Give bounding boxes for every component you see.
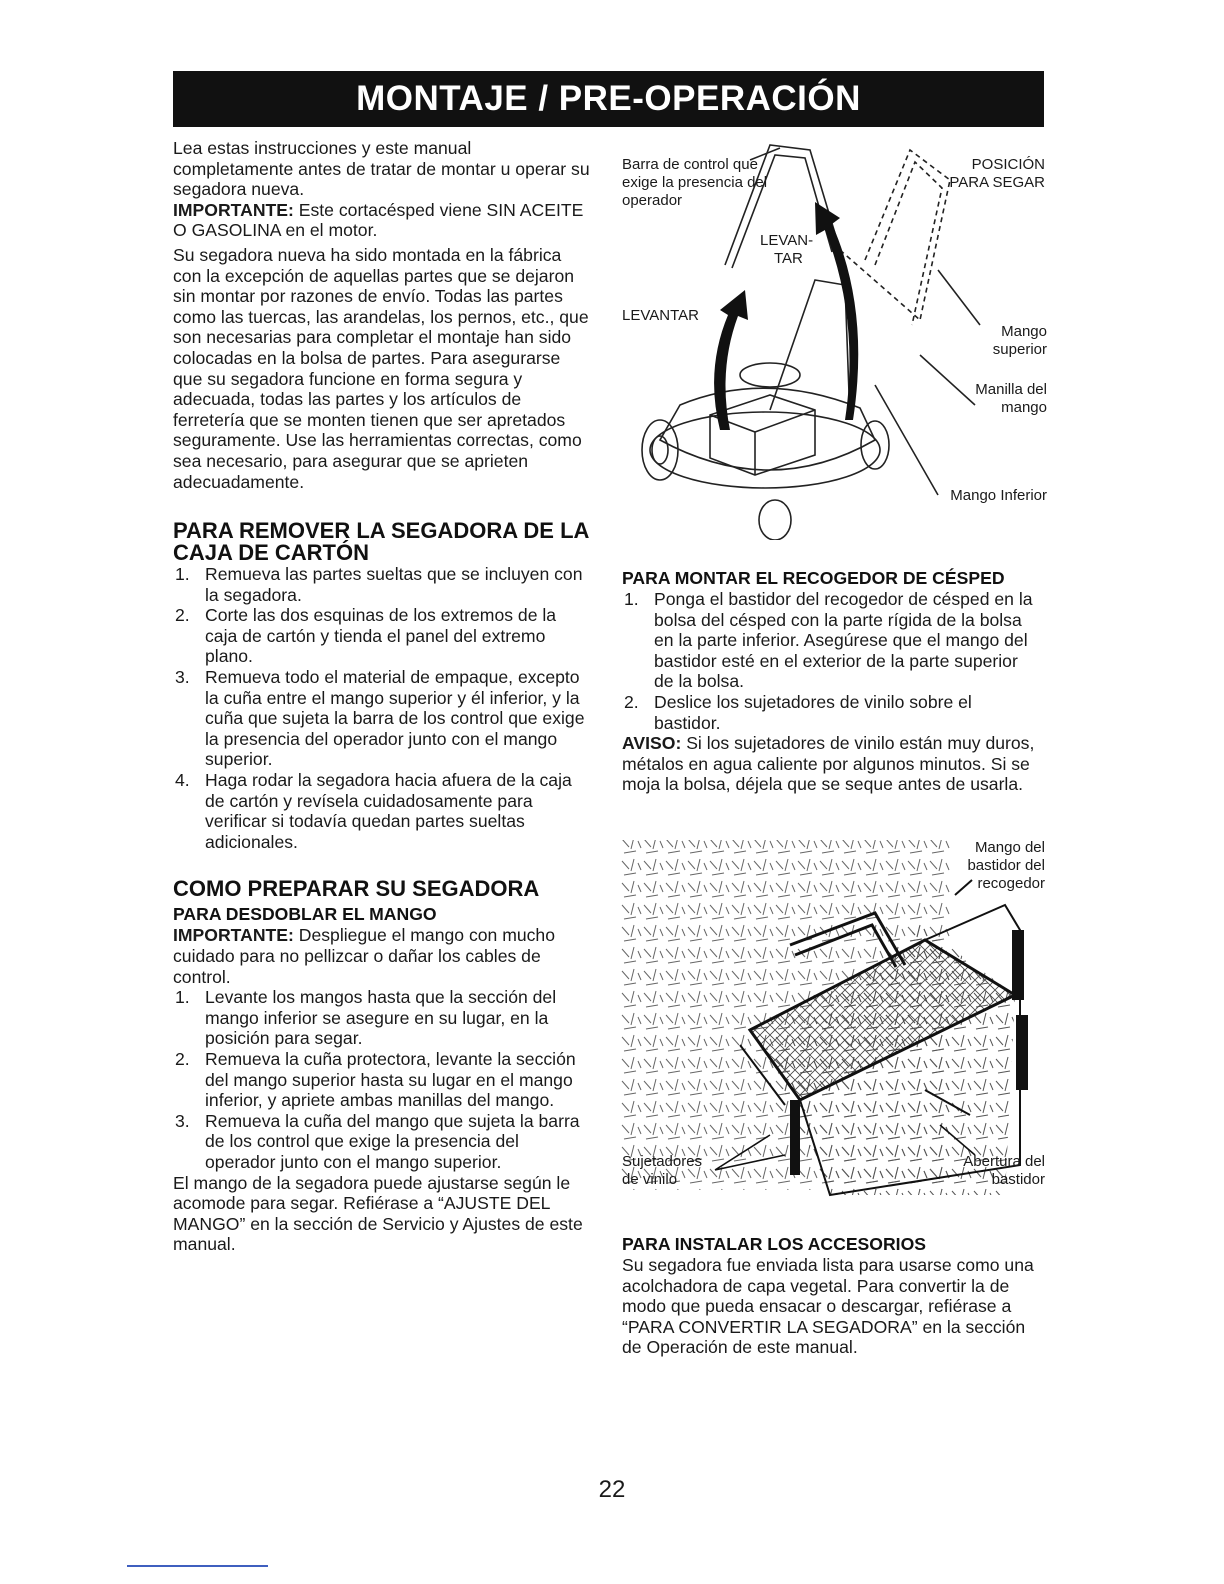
list-item: 3. Remueva la cuña del mango que sujeta la barra de los control que exige la presencia del operador junto con el mango superior. [175, 1110, 580, 1172]
label-levan: LEVAN- [760, 232, 814, 249]
list-item: 2. Deslice los sujetadores de vinilo sobre el bastidor. [624, 691, 972, 733]
catcher-notice [622, 733, 1042, 795]
accessories-section-title: PARA INSTALAR LOS ACCESORIOS [622, 1234, 926, 1254]
prepare-section-title: COMO PREPARAR SU SEGADORA [173, 876, 540, 902]
list-item: 2. Corte las dos esquinas de los extremos de la caja de cartón y tienda el panel del extremo plano. [175, 605, 557, 667]
label-mango-inferior: Mango Inferior [950, 487, 1047, 504]
important-text: Despliegue el mango con mucho cuidado para no pellizcar o dañar los cables de control. [173, 925, 556, 987]
important-text: Este cortacésped viene SIN ACEITE O GASOLINA en el motor. [173, 199, 584, 241]
mower-handle-figure [620, 140, 1050, 540]
label-abertura-bastidor: Abertura del bastidor [963, 1153, 1045, 1188]
left-column [173, 138, 593, 1255]
notice-text: Si los sujetadores de vinilo están muy duros, métalos en agua caliente por algunos minutos. Si se moja la bolsa, déjela que se seque antes de usarla. [622, 733, 1035, 795]
notice-label: AVISO: [622, 733, 682, 754]
accessories-text: Su segadora fue enviada lista para usarse como una acolchadora de capa vegetal. Para convertir la de modo que pueda ensacar o descargar, refiérase a “PARA CONVERTIR LA SEGADORA” en la sección de Operación de este manual. [622, 1255, 1034, 1358]
page-banner-title: MONTAJE / PRE-OPERACIÓN [173, 71, 1044, 127]
label-posicion-segar: POSICIÓN PARA SEGAR [949, 156, 1045, 191]
intro-assembly-paragraph: Su segadora nueva ha sido montada en la fábrica con la excepción de aquellas partes que se dejaron sin montar por razones de envío. Todas las partes como las tuercas, las arandelas, los pernos, etc., que son necesarias para completar el montaje han sido colocadas en la bolsa de partes. Para asegurarse que su segadora funcione en forma segura y adecuada, todas las partes y los artículos de ferretería que se monten tienen que ser apretados seguramente. Use las herramientas correctas, como sea necesario, para asegurar que se aprieten adecuadamente. [173, 244, 589, 492]
label-mango-superior: Mango superior [992, 323, 1047, 358]
grass-catcher-figure [620, 835, 1050, 1205]
footer-rule [127, 1565, 268, 1567]
page-number: 22 [598, 1476, 626, 1503]
prepare-steps-list [173, 987, 593, 1172]
prepare-important [173, 925, 593, 987]
prepare-subtitle: PARA DESDOBLAR EL MANGO [173, 904, 437, 925]
prepare-closing: El mango de la segadora puede ajustarse según le acomode para segar. Refiérase a “AJUSTE DEL MANGO” en la sección de Servicio y Ajustes de este manual. [173, 1172, 583, 1255]
important-label: IMPORTANTE: [173, 199, 294, 220]
remove-section-title: PARA REMOVER LA SEGADORA DE LA CAJA DE CARTÓN [173, 518, 589, 566]
intro-paragraph: Lea estas instrucciones y este manual completamente antes de tratar de montar u operar su segadora nueva. [173, 138, 590, 200]
accessories-section [622, 1234, 1042, 1358]
label-sujetadores-vinilo: Sujetadores de vinilo [622, 1153, 703, 1188]
catcher-section [622, 568, 1042, 795]
label-tar: TAR [774, 250, 803, 267]
list-item: 1. Levante los mangos hasta que la sección del mango inferior se asegure en su lugar, en la posición para segar. [175, 987, 557, 1049]
label-mango-bastidor: Mango del bastidor del recogedor [967, 839, 1045, 892]
list-item: 1. Ponga el bastidor del recogedor de césped en la bolsa del césped con la parte rígida de la bolsa en la parte inferior. Asegúrese que el mango del bastidor esté en el exterior de la parte superior de la bolsa. [624, 589, 1033, 692]
catcher-section-title: PARA MONTAR EL RECOGEDOR DE CÉSPED [622, 568, 1005, 588]
important-label: IMPORTANTE: [173, 925, 294, 946]
label-manilla-mango: Manilla del mango [975, 381, 1047, 416]
list-item: 1. Remueva las partes sueltas que se incluyen con la segadora. [175, 564, 583, 605]
label-levantar: LEVANTAR [622, 307, 699, 324]
catcher-steps-list [622, 589, 1042, 733]
list-item: 3. Remueva todo el material de empaque, excepto la cuña entre el mango superior y él inferior, y la cuña que sujeta la barra de los control que exige la presencia del operador junto con el mango superior. [175, 667, 585, 770]
list-item: 2. Remueva la cuña protectora, levante la sección del mango superior hasta su lugar en el mango inferior, y apriete ambas manillas del mango. [175, 1048, 576, 1111]
intro-important [173, 200, 593, 241]
label-barra-control: Barra de control que exige la presencia del operador [622, 156, 768, 209]
list-item: 4. Haga rodar la segadora hacia afuera de la caja de cartón y revísela cuidadosamente para verificar si todavía quedan partes sueltas adicionales. [175, 770, 572, 852]
remove-steps-list [173, 564, 593, 852]
